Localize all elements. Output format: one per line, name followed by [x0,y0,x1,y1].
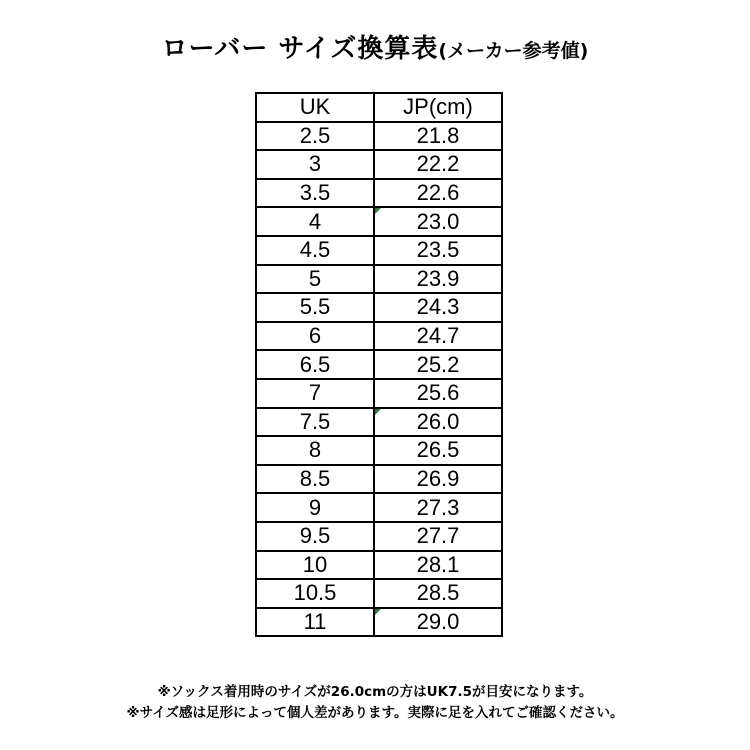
jp-size-value: 25.2 [416,351,460,377]
uk-size-cell: 4.5 [256,236,374,265]
note-socks: ※ソックス着用時のサイズが26.0cmの方はUK7.5が目安になります。 [157,684,593,700]
jp-size-cell [374,379,502,408]
cell-note-marker-icon [375,208,381,214]
table-row [256,436,502,465]
page-title-main: ローバー サイズ換算表 [161,34,439,64]
table-row [256,551,502,580]
uk-size-cell: 7 [256,379,374,408]
jp-size-value: 21.8 [416,122,460,148]
uk-size-cell: 10.5 [256,579,374,608]
jp-size-cell [374,551,502,580]
jp-size-cell [374,236,502,265]
jp-size-value: 27.7 [416,523,460,549]
uk-size-cell: 9.5 [256,522,374,551]
uk-size-cell: 11 [256,608,374,637]
table-row [256,608,502,637]
uk-size-cell: 9 [256,493,374,522]
jp-size-value: 22.6 [416,180,460,206]
notes [0,682,750,724]
uk-size-cell: 3 [256,150,374,179]
jp-size-value: 24.7 [416,323,460,349]
uk-size-cell: 5 [256,265,374,294]
column-header-uk: UK [256,93,374,122]
uk-size-cell: 3.5 [256,179,374,208]
jp-size-cell [374,493,502,522]
table-row [256,493,502,522]
uk-size-cell: 8 [256,436,374,465]
jp-size-value: 28.1 [416,551,460,577]
uk-size-cell: 6.5 [256,350,374,379]
uk-size-cell: 7.5 [256,408,374,437]
size-conversion-table [255,92,503,637]
table-row [256,408,502,437]
page-title [0,28,750,65]
uk-size-cell: 5.5 [256,293,374,322]
table-row [256,350,502,379]
jp-size-cell [374,150,502,179]
table-row [256,522,502,551]
jp-size-value: 23.9 [416,265,460,291]
jp-size-cell [374,408,502,437]
table-row [256,236,502,265]
uk-size-cell: 6 [256,322,374,351]
jp-size-value: 29.0 [416,608,460,634]
jp-size-value: 22.2 [416,151,460,177]
jp-size-value: 28.5 [416,580,460,606]
jp-size-cell [374,465,502,494]
table-row [256,207,502,236]
table-row [256,122,502,151]
table-row [256,379,502,408]
jp-size-value: 25.6 [416,380,460,406]
jp-size-cell [374,350,502,379]
jp-size-cell [374,179,502,208]
table-row [256,179,502,208]
jp-size-cell [374,608,502,637]
table-row [256,579,502,608]
table-row [256,265,502,294]
uk-size-cell: 8.5 [256,465,374,494]
jp-size-cell [374,293,502,322]
table-row [256,465,502,494]
column-header-jp: JP(cm) [374,93,502,122]
table-row [256,150,502,179]
note-fit: ※サイズ感は足形によって個人差があります。実際に足を入れてご確認ください。 [126,705,624,721]
cell-note-marker-icon [375,609,381,615]
jp-size-cell [374,207,502,236]
jp-size-value: 26.0 [416,408,460,434]
jp-size-cell [374,122,502,151]
jp-size-value: 23.0 [416,208,460,234]
jp-size-cell [374,265,502,294]
table-body [256,122,502,637]
uk-size-cell: 2.5 [256,122,374,151]
jp-size-value: 26.9 [416,466,460,492]
jp-size-cell [374,322,502,351]
jp-size-cell [374,436,502,465]
cell-note-marker-icon [375,409,381,415]
jp-size-value: 26.5 [416,437,460,463]
table-header-row [256,93,502,122]
uk-size-cell: 10 [256,551,374,580]
uk-size-cell: 4 [256,207,374,236]
table-row [256,293,502,322]
jp-size-value: 23.5 [416,237,460,263]
jp-size-cell [374,522,502,551]
jp-size-value: 27.3 [416,494,460,520]
jp-size-cell [374,579,502,608]
jp-size-value: 24.3 [416,294,460,320]
table-row [256,322,502,351]
page-title-sub: (メーカー参考値) [438,40,589,62]
